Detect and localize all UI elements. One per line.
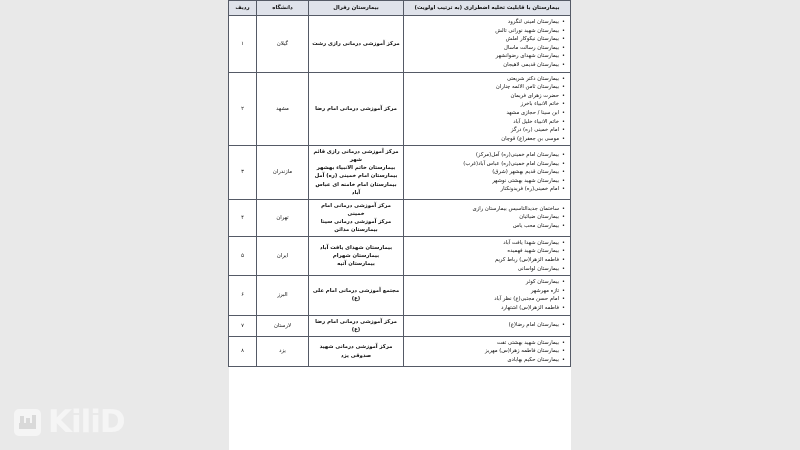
- column-header-index: ردیف: [229, 1, 257, 16]
- cell-referral-hospital: [309, 72, 404, 146]
- referral-line: مجتمع آموزشی درمانی امام علی: [312, 288, 400, 295]
- table-row: [229, 315, 571, 336]
- referral-line: آباد: [351, 189, 361, 196]
- referral-line: مرکز آموزشی درمانی امام رضا: [315, 318, 397, 325]
- list-item: • بیمارستان ثامن الائمه چناران: [407, 83, 567, 92]
- referral-line: (ع): [351, 326, 361, 333]
- list-item: • بیمارستان شهدای رضوانشهر: [407, 52, 567, 61]
- cell-evacuation-hospitals: [404, 16, 571, 73]
- list-item: • ابن سینا / حجازی مشهد: [407, 109, 567, 118]
- evacuation-hospital-list: [407, 75, 567, 144]
- column-header-evacuation-hospitals: بیمارستان با قابلیت تخلیه اضطراری (به ترتیب اولویت): [404, 1, 571, 16]
- cell-evacuation-hospitals: [404, 199, 571, 236]
- table-row: [229, 336, 571, 367]
- cell-university: مشهد: [257, 72, 309, 146]
- list-item: • بیمارستان دکتر شریعتی: [407, 75, 567, 84]
- cell-index: ۱: [229, 16, 257, 73]
- cell-evacuation-hospitals: [404, 276, 571, 315]
- cell-university: مازندران: [257, 146, 309, 199]
- cell-university: البرز: [257, 276, 309, 315]
- cell-university: ایران: [257, 236, 309, 275]
- table-row: [229, 276, 571, 315]
- cell-index: ۴: [229, 199, 257, 236]
- list-item: • بیمارستان قدیم بهشهر (شرق): [407, 168, 567, 177]
- referral-line: مرکز آموزشی درمانی شهید: [319, 344, 393, 351]
- cell-university: تهران: [257, 199, 309, 236]
- list-item: • موسی بن جعفر(ع) قوچان: [407, 135, 567, 144]
- referral-line: مرکز آموزشی درمانی رازی قائم: [313, 149, 399, 156]
- list-item: • بیمارستان رسالت ماسال: [407, 44, 567, 53]
- list-item: • امام خمینی (ره) درگز: [407, 126, 567, 135]
- referral-line: مرکز آموزشی درمانی امام خمینی: [321, 202, 391, 217]
- cell-evacuation-hospitals: [404, 72, 571, 146]
- list-item: • تازه مهرشهر: [407, 287, 567, 296]
- cell-referral-hospital: [309, 336, 404, 367]
- kilid-watermark: [14, 404, 125, 440]
- list-item: • بیمارستان شهید بهشتی تفت: [407, 339, 567, 348]
- list-item: • بیمارستان شهدا یافت آباد: [407, 239, 567, 248]
- cell-index: ۶: [229, 276, 257, 315]
- referral-line: بیمارستان شهدای یافت آباد: [319, 244, 393, 251]
- list-item: • بیمارستان امینی لنگرود: [407, 18, 567, 27]
- list-item: • بیمارستان حکیم بهابادی: [407, 356, 567, 365]
- evacuation-hospital-list: [407, 18, 567, 70]
- cell-index: ۷: [229, 315, 257, 336]
- evacuation-hospital-list: [407, 151, 567, 194]
- list-item: • بیمارستان کوثر: [407, 278, 567, 287]
- list-item: • فاطمه الزهرا(س) اشتهارد: [407, 304, 567, 313]
- table-body: [229, 16, 571, 367]
- list-item: • بیمارستان ضیائیان: [407, 213, 567, 222]
- cell-index: ۲: [229, 72, 257, 146]
- list-item: • بیمارستان فاطمه زهرا(س) مهریز: [407, 347, 567, 356]
- cell-evacuation-hospitals: [404, 146, 571, 199]
- cell-university: لارستان: [257, 315, 309, 336]
- column-header-referral-hospital: بیمارستان رفرال: [309, 1, 404, 16]
- list-item: • امام خمینی(ره) فریدونکنار: [407, 185, 567, 194]
- evacuation-hospital-list: [407, 239, 567, 273]
- cell-index: ۵: [229, 236, 257, 275]
- list-item: • بیمارستان امام رضا(ع): [407, 321, 567, 330]
- list-item: • فاطمه الزهرا(س) رباط کریم: [407, 256, 567, 265]
- table-row: [229, 199, 571, 236]
- referral-line: مرکز آموزشی درمانی رازی رشت: [312, 40, 400, 47]
- referral-line: (ع): [351, 296, 361, 303]
- cell-index: ۳: [229, 146, 257, 199]
- referral-line: بیمارستان آتیه: [337, 260, 375, 267]
- list-item: • بیمارستان محب یاس: [407, 222, 567, 231]
- referral-line: مرکز آموزشی درمانی سینا: [320, 218, 392, 225]
- list-item: • امام حسن مجتبی(ع) نظر آباد: [407, 295, 567, 304]
- table-row: [229, 236, 571, 275]
- list-item: • حضرت زهرای فریمان: [407, 92, 567, 101]
- cell-university: یزد: [257, 336, 309, 367]
- referral-line: شهر: [349, 157, 362, 164]
- list-item: • بیمارستان لواسانی: [407, 265, 567, 274]
- referral-line: بیمارستان امام خامنه ای عباس: [315, 181, 397, 188]
- cell-referral-hospital: [309, 16, 404, 73]
- list-item: • بیمارستان امام خمینی(ره) آمل(مرکز): [407, 151, 567, 160]
- table-row: [229, 16, 571, 73]
- column-header-university: دانشگاه: [257, 1, 309, 16]
- cell-index: ۸: [229, 336, 257, 367]
- table-row: [229, 72, 571, 146]
- cell-referral-hospital: [309, 276, 404, 315]
- building-icon: [14, 409, 41, 436]
- list-item: • بیمارستان نیکوکار املش: [407, 35, 567, 44]
- evacuation-hospital-list: [407, 321, 567, 330]
- table-header: [229, 1, 571, 16]
- table-header-row: [229, 1, 571, 16]
- cell-referral-hospital: [309, 199, 404, 236]
- list-item: • ساختمان جدیدالتاسیس بیمارستان رازی: [407, 205, 567, 214]
- document-page: [229, 0, 571, 450]
- list-item: • بیمارستان قدیمی لاهیجان: [407, 61, 567, 70]
- list-item: • بیمارستان شهید نورانی تالش: [407, 27, 567, 36]
- list-item: • بیمارستان امام خمینی(ره) عباس آباد(غرب): [407, 160, 567, 169]
- cell-evacuation-hospitals: [404, 236, 571, 275]
- hospital-evacuation-table: [228, 0, 571, 367]
- list-item: • بیمارستان شهید بهشتی نوشهر: [407, 177, 567, 186]
- watermark-label: KiliD: [48, 404, 125, 440]
- list-item: • بیمارستان شهید فهمیده: [407, 247, 567, 256]
- referral-line: مرکز آموزشی درمانی امام رضا: [315, 105, 397, 112]
- evacuation-hospital-list: [407, 205, 567, 231]
- referral-line: صدوقی یزد: [340, 352, 372, 359]
- referral-line: بیمارستان خاتم الانبیاء بهشهر: [316, 165, 396, 172]
- referral-line: بیمارستان امام خمینی (ره) آمل: [314, 173, 398, 180]
- referral-line: بیمارستان شهرام: [332, 252, 380, 259]
- evacuation-hospital-list: [407, 278, 567, 312]
- cell-referral-hospital: [309, 146, 404, 199]
- referral-line: بیمارستان مدائن: [334, 226, 378, 233]
- cell-referral-hospital: [309, 315, 404, 336]
- cell-evacuation-hospitals: [404, 336, 571, 367]
- cell-referral-hospital: [309, 236, 404, 275]
- evacuation-hospital-list: [407, 339, 567, 365]
- cell-university: گیلان: [257, 16, 309, 73]
- list-item: • خاتم الانبیاء باخرز: [407, 100, 567, 109]
- table-row: [229, 146, 571, 199]
- list-item: • خاتم الانبیاء خلیل آباد: [407, 118, 567, 127]
- cell-evacuation-hospitals: [404, 315, 571, 336]
